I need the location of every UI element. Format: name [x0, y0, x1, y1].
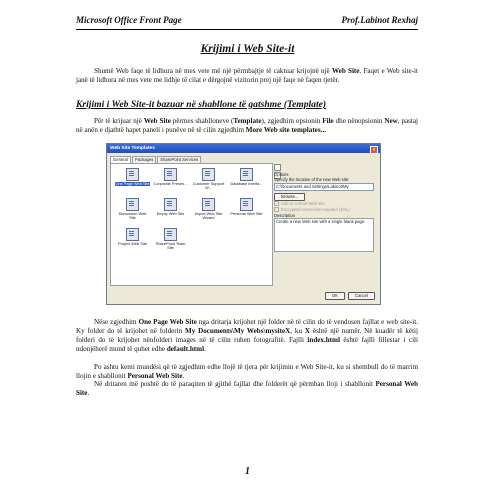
- one-page-paragraph: [76, 318, 418, 354]
- header-left: Microsoft Office Front Page: [76, 15, 182, 25]
- template-item-corporate[interactable]: [153, 167, 188, 197]
- bold-run: index.html: [307, 335, 340, 344]
- web-page-icon: [240, 198, 253, 211]
- text-run: , pastaj në anën e djathtë hapet paneli i punëve në të cilin zgjedhim: [76, 117, 419, 134]
- web-page-icon: [126, 198, 139, 211]
- page-number: 1: [245, 466, 250, 477]
- template-paragraph: [76, 117, 418, 135]
- browse-button[interactable]: Browse...: [274, 193, 305, 201]
- template-label: Project Web Site: [118, 241, 147, 246]
- template-label: Discussion Web Site: [118, 211, 147, 221]
- template-label: Import Web Site Wizard: [194, 211, 223, 221]
- template-label: Database Interfa...: [230, 181, 263, 186]
- page-title: Krijimi i Web Site-it: [200, 43, 295, 55]
- text-run: .: [204, 344, 206, 353]
- tab-packages[interactable]: Packages: [132, 156, 156, 163]
- bold-run: Web Site: [331, 67, 360, 75]
- text-run: Në dritaren më poshtë do të paraqiten të gjithë fajllat dhe folderët që përmban lloji i shabllonit: [94, 380, 376, 388]
- other-types-paragraph: [76, 363, 418, 381]
- text-run: është fajlli fillestar i cili ndonjëherë mund të quhet edhe: [76, 335, 418, 353]
- web-page-icon: [164, 168, 177, 181]
- web-site-templates-dialog: [106, 143, 381, 305]
- web-page-icon: [202, 198, 215, 211]
- text-run: nga dritarja krijohet një folder në të cilin do të vendosen fajllat e web site-it. Ky folder do të krijohet në folderin: [76, 318, 419, 335]
- template-label: Customer Support W...: [192, 181, 225, 191]
- options-panel: [274, 172, 374, 252]
- description-box: Create a new Web site with a single blank page.: [274, 218, 374, 252]
- dialog-title: Web Site Templates: [110, 146, 155, 151]
- template-label: Personal Web Site: [230, 211, 263, 216]
- large-icons-icon[interactable]: [274, 164, 281, 171]
- bold-run: File: [322, 117, 334, 125]
- window-below-paragraph: [76, 380, 418, 398]
- web-page-icon: [126, 168, 139, 181]
- intro-paragraph: [76, 67, 418, 85]
- web-page-icon: [164, 198, 177, 211]
- bold-run: More Web site templates...: [245, 125, 326, 134]
- section-heading: Krijimi i Web Site-it bazuar në shabllone të gatshme (Template): [76, 99, 327, 110]
- checkbox-label: Add to current Web site: [281, 201, 325, 206]
- bold-run: Web Site: [143, 117, 171, 125]
- template-item-import-wizard[interactable]: [191, 197, 226, 227]
- template-label: Empty Web Site: [156, 211, 185, 216]
- text-run: Për të krijuar një: [94, 117, 144, 125]
- header-rule: [76, 29, 418, 30]
- template-label: SharePoint Team Site: [155, 241, 186, 251]
- bold-run: New: [384, 117, 398, 125]
- text-run: Nëse zgjedhim: [94, 318, 139, 326]
- bold-run: Template: [233, 117, 262, 125]
- bold-run: My Documents\My Webs\mysiteX: [185, 326, 291, 335]
- bold-run: default.html: [166, 344, 205, 353]
- text-run: ), zgjedhim opsionin: [261, 117, 323, 125]
- template-item-customer-support[interactable]: [191, 167, 226, 197]
- text-run: dhe nënopsionin: [333, 117, 385, 125]
- template-item-sharepoint-team[interactable]: [153, 227, 188, 257]
- checkbox-icon: [274, 207, 279, 212]
- web-page-icon: [164, 228, 177, 241]
- text-run: përmes shablloneve (: [170, 117, 234, 125]
- bold-run: Personal Web Site: [127, 371, 183, 380]
- view-buttons: [274, 164, 288, 170]
- text-run: Shumë Web faqe të lidhura në mes vete më një përmbajtje të caktuar krijojnë një: [94, 67, 332, 75]
- ok-button[interactable]: OK: [325, 292, 345, 300]
- checkbox-icon: [274, 201, 279, 206]
- template-label: Corporate Presen...: [153, 181, 188, 186]
- text-run: Po ashtu kemi mundësi që të zgjedhim edhe llojë të tjera për krijimin e Web Site-it, ku si shembull do të marrim llojin e shabllonit: [76, 363, 418, 380]
- tab-general[interactable]: General: [110, 156, 131, 163]
- template-item-empty[interactable]: [153, 197, 188, 227]
- web-page-icon: [240, 168, 253, 181]
- template-item-database-interface[interactable]: [229, 167, 264, 197]
- options-label: Options: [274, 172, 289, 177]
- text-run: është një numër. Në kuadër të këtij folderi do të krijohet nënfolderi images në të cilin ruhen fotografitë. Fajlli: [76, 326, 418, 344]
- text-run: .: [182, 371, 185, 380]
- text-run: , ku: [290, 326, 305, 335]
- web-page-icon: [202, 168, 215, 181]
- text-run: . Faqet e Web site-it janë të lidhura në mes vete me lidhje të cilat e dërgojnë vizitorin prej një faqe në faqen tjetër.: [76, 67, 419, 84]
- template-list: [110, 163, 273, 286]
- bold-run: One Page Web Site: [138, 318, 197, 326]
- bold-run: X: [304, 326, 310, 335]
- tab-sharepoint-services[interactable]: SharePoint Services: [157, 156, 201, 163]
- close-icon[interactable]: ×: [370, 146, 378, 154]
- template-item-personal[interactable]: [229, 197, 264, 227]
- dialog-footer: [322, 292, 375, 300]
- bold-run: Personal Web Site: [76, 380, 419, 397]
- template-item-discussion[interactable]: [115, 197, 150, 227]
- template-item-project[interactable]: [115, 227, 150, 257]
- location-input[interactable]: C:\Documents and Settings\Labinot\My: [274, 183, 374, 191]
- cancel-button[interactable]: Cancel: [348, 292, 375, 300]
- dialog-title-bar[interactable]: [107, 144, 380, 153]
- location-label: Specify the location of the new Web site:: [274, 177, 350, 182]
- header-right: Prof.Labinot Rexhaj: [341, 15, 418, 25]
- dialog-tabs: [110, 156, 202, 163]
- description-label: Description: [274, 213, 295, 218]
- web-page-icon: [126, 228, 139, 241]
- template-item-one-page[interactable]: [115, 167, 150, 197]
- template-label: One Page Web Site: [115, 181, 150, 186]
- text-run: .: [87, 388, 90, 397]
- checkbox-label: Encrypted connection required (SSL): [281, 207, 350, 212]
